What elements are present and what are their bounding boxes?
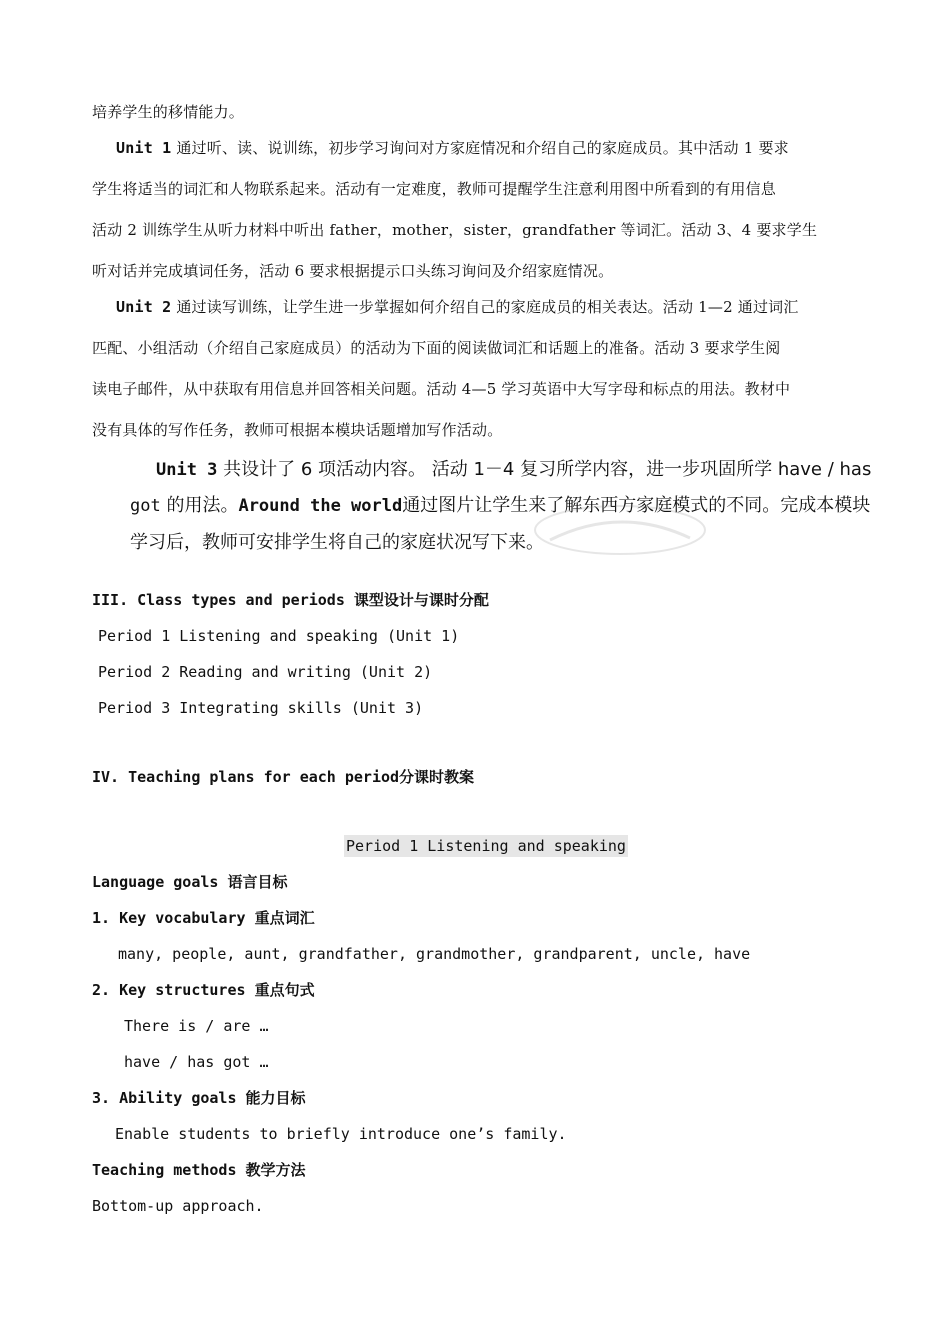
- vocab-heading: 1. Key vocabulary 重点词汇: [92, 909, 315, 927]
- unit1-label: Unit 1: [116, 139, 172, 157]
- unit3-label: Unit 3: [156, 460, 218, 480]
- unit2-label: Unit 2: [116, 298, 172, 316]
- section3-heading: III. Class types and periods 课型设计与课时分配: [92, 591, 489, 609]
- language-goals-heading: Language goals 语言目标: [92, 873, 288, 891]
- structure-item-1: There is / are …: [124, 1017, 269, 1035]
- unit1-line-2: 学生将适当的词汇和人物联系起来。活动有一定难度，教师可提醒学生注意利用图中所看到的有用信息: [92, 180, 777, 198]
- methods-text: Bottom-up approach.: [92, 1197, 264, 1215]
- structures-heading: 2. Key structures 重点句式: [92, 981, 315, 999]
- unit1-line-4: 听对话并完成填词任务，活动 6 要求根据提示口头练习询问及介绍家庭情况。: [92, 262, 614, 280]
- unit2-line-3: 读电子邮件，从中获取有用信息并回答相关问题。活动 4—5 学习英语中大写字母和标点的用法。教材中: [92, 380, 791, 398]
- vocab-list: many, people, aunt, grandfather, grandmother, grandparent, uncle, have: [118, 945, 751, 963]
- unit1-line-1: Unit 1 通过听、读、说训练，初步学习询问对方家庭情况和介绍自己的家庭成员。其中活动 1 要求: [116, 139, 789, 157]
- methods-heading: Teaching methods 教学方法: [92, 1161, 306, 1179]
- unit3-line-1: Unit 3 共设计了 6 项活动内容。 活动 1－4 复习所学内容，进一步巩固所学 have / has: [156, 459, 872, 480]
- unit3-line-3: 学习后，教师可安排学生将自己的家庭状况写下来。: [130, 532, 544, 553]
- period-item-1: Period 1 Listening and speaking (Unit 1): [98, 627, 460, 645]
- ability-heading: 3. Ability goals 能力目标: [92, 1089, 306, 1107]
- unit2-line-4: 没有具体的写作任务，教师可根据本模块话题增加写作活动。: [92, 421, 503, 439]
- unit3-line-2: got 的用法。Around the world通过图片让学生来了解东西方家庭模式的不同。完成本模块: [130, 495, 871, 516]
- period-item-2: Period 2 Reading and writing (Unit 2): [98, 663, 433, 681]
- around-the-world-label: Around the world: [238, 496, 403, 516]
- unit2-line-1: Unit 2 通过读写训练，让学生进一步掌握如何介绍自己的家庭成员的相关表达。活动 1—2 通过词汇: [116, 298, 799, 316]
- structure-item-2: have / has got …: [124, 1053, 269, 1071]
- ability-text: Enable students to briefly introduce one’s family.: [115, 1125, 567, 1143]
- period1-title: Period 1 Listening and speaking: [346, 837, 626, 855]
- watermark-stamp-icon: [530, 500, 710, 560]
- period-item-3: Period 3 Integrating skills (Unit 3): [98, 699, 424, 717]
- unit1-line-3: 活动 2 训练学生从听力材料中听出 father，mother，sister，grandfather 等词汇。活动 3、4 要求学生: [92, 221, 818, 239]
- intro-line: 培养学生的移情能力。: [92, 103, 245, 121]
- section4-heading: IV. Teaching plans for each period分课时教案: [92, 768, 475, 786]
- unit2-line-2: 匹配、小组活动（介绍自己家庭成员）的活动为下面的阅读做词汇和话题上的准备。活动 3 要求学生阅: [92, 339, 781, 357]
